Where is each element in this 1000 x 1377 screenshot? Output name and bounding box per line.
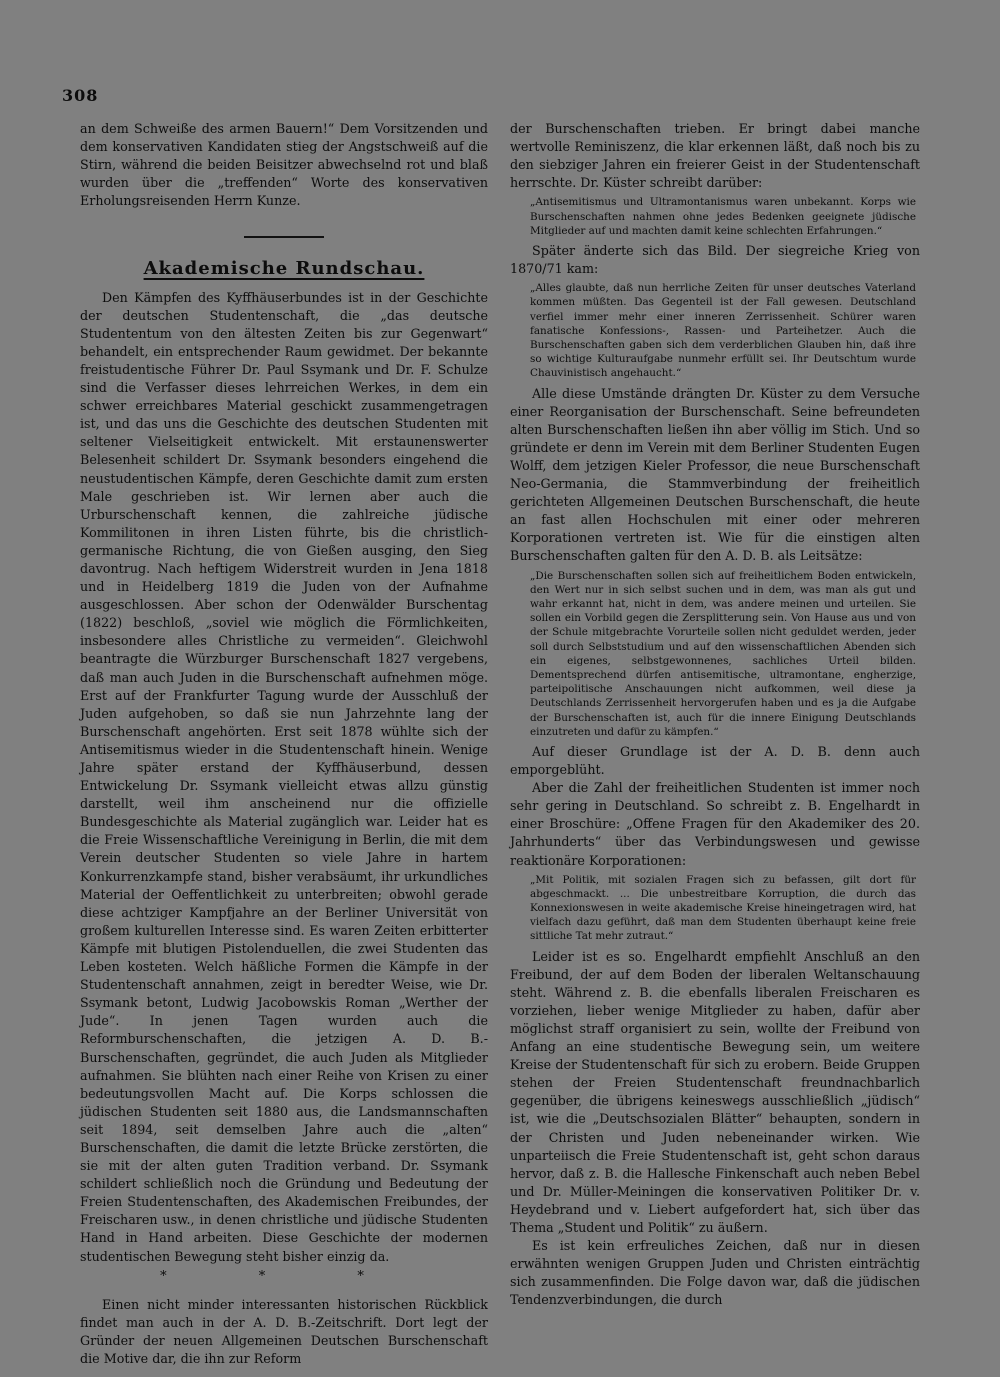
- page-number: 308: [62, 86, 99, 105]
- block-quote: „Antisemitismus und Ultramontanismus waren unbekannt. Korps wie Burschenschaften nahmen ohne jedes Bedenken geeignete jüdische Mitglieder auf und machten damit keine schlechten Erfahrungen.“: [530, 196, 916, 237]
- intro-paragraph: an dem Schweiße des armen Bauern!“ Dem Vorsitzenden und dem konservativen Kandidaten stieg der Angstschweiß auf die Stirn, während die beiden Beisitzer abwechselnd rot und blaß wurden über die „treffenden“ Worte des konservativen Erholungsreisenden Herrn Kunze.: [80, 121, 488, 209]
- asterism-divider: * * *: [160, 1268, 408, 1284]
- article-paragraph: Alle diese Umstände drängten Dr. Küster zu dem Versuche einer Reorganisation der Burschenschaft. Seine befreundeten alten Burschenschaften ließen ihn aber völlig im Stich. Und so gründete er denn im Verein mit dem Berliner Studenten Eugen Wolff, dem jetzigen Kieler Professor, die neue Burschenschaft Neo-Germania, die Stammverbindung der freiheitlich gerichteten Allgemeinen Deutschen Burschenschaft, die heute an fast allen Hochschulen mit einer oder mehreren Korporationen vertreten ist. Wie für die einstigen alten Burschenschaften galten für den A. D. B. als Leitsätze:: [510, 385, 920, 564]
- article-paragraph: der Burschenschaften trieben. Er bringt dabei manche wertvolle Reminiszenz, die klar erkennen läßt, daß noch bis zu den siebziger Jahren ein freierer Geist in der Studentenschaft herrschte. Dr. Küster schreibt darüber:: [510, 121, 920, 191]
- article-paragraph: Aber die Zahl der freiheitlichen Studenten ist immer noch sehr gering in Deutschland. So schreibt z. B. Engelhardt in einer Broschüre: „Offene Fragen für den Akademiker des 20. Jahrhunderts“ über das Verbindungswesen und gewisse reaktionäre Korporationen:: [510, 780, 920, 868]
- article-paragraph: Später änderte sich das Bild. Der siegreiche Krieg von 1870/71 kam:: [510, 242, 920, 277]
- left-column: [80, 120, 488, 1368]
- article-paragraph: Den Kämpfen des Kyffhäuserbundes ist in der Geschichte der deutschen Studentenschaft, die „das deutsche Studententum von den ältesten Zeiten bis zur Gegenwart“ behandelt, ein entsprechender Raum gewidmet. Der bekannte freistudentische Führer Dr. Paul Ssymank und Dr. F. Schulze sind die Verfasser dieses lehrreichen Werkes, in dem ein schwer erreichbares Material geschickt zusammengetragen ist, und das uns die Geschichte des deutschen Studenten mit seltener Vielseitigkeit entwickelt. Mit erstaunenswerter Belesenheit schildert Dr. Ssymank besonders eingehend die neustudentischen Kämpfe, deren Geschichte damit zum ersten Male geschrieben ist. Wir lernen aber auch die Urburschenschaft kennen, die zahlreiche jüdische Kommilitonen in ihren Listen führte, bis die christlich-germanische Richtung, die von Gießen ausging, den Sieg davontrug. Nach heftigem Widerstreit wurden in Jena 1818 und in Heidelberg 1819 die Juden von der Aufnahme ausgeschlossen. Aber schon der Odenwälder Burschentag (1822) beschloß, „soviel wie möglich die Förmlichkeiten, insbesondere alles Christliche zu vermeiden“. Gleichwohl beantragte die Würzburger Burschenschaft 1827 vergebens, daß man auch Juden in die Burschenschaft aufnehmen möge. Erst auf der Frankfurter Tagung wurde der Ausschluß der Juden aufgehoben, so daß sie nun Jahrzehnte lang der Burschenschaft angehörten. Erst seit 1878 wühlte sich der Antisemitismus wieder in die Studentenschaft hinein. Wenige Jahre später erstand der Kyffhäuserbund, dessen Entwickelung Dr. Ssymank vielleicht etwas allzu günstig darstellt, weil ihm anscheinend nur die offizielle Bundesgeschichte als Material zugänglich war. Leider hat es die Freie Wissenschaftliche Vereinigung in Berlin, die mit dem Verein deutscher Studenten so viele Jahre in hartem Konkurrenzkampfe stand, bisher verabsäumt, ihr urkundliches Material der Oeffentlichkeit zu unterbreiten; obwohl gerade diese achtziger Kampfjahre an der Berliner Universität von großem kulturellen Interesse sind. Es waren Zeiten erbitterter Kämpfe mit blutigen Pistolenduellen, die zwei Studenten das Leben kosteten. Welch häßliche Formen die Kämpfe in der Studentenschaft annahmen, zeigt in beredter Weise, wie Dr. Ssymank betont, Ludwig Jacobowskis Roman „Werther der Jude“. In jenen Tagen wurden auch die Reformburschenschaften, die jetzigen A. D. B.-Burschenschaften, gegründet, die auch Juden als Mitglieder aufnahmen. Sie blühten nach einer Reihe von Krisen zu einer bedeutungsvollen Macht auf. Die Korps schlossen die jüdischen Studenten seit 1880 aus, die Landsmannschaften seit 1894, seit demselben Jahre auch die „alten“ Burschenschaften, die damit die letzte Brücke zerstörten, die sie mit der alten guten Tradition verband. Dr. Ssymank schildert schließlich noch die Gründung und Bedeutung der Freien Studentenschaften, des Akademischen Freibundes, der Freischaren usw., in denen christliche und jüdische Studenten Hand in Hand arbeiten. Diese Geschichte der modernen studentischen Bewegung steht bisher einzig da.: [80, 289, 488, 1264]
- block-quote: „Die Burschenschaften sollen sich auf freiheitlichem Boden entwickeln, den Wert nur in sich selbst suchen und in dem, was man als gut und wahr erkannt hat, nicht in dem, was andere meinen und urteilen. Sie sollen ein Vorbild gegen die Zersplitterung sein. Von Hause aus und von der Schule mitgebrachte Vorurteile sollen nicht geduldet werden, jeder soll durch Selbststudium und auf den wissenschaftlichen Abenden sich ein eigenes, selbstgewonnenes, sachliches Urteil bilden. Dementsprechend dürfen antisemitische, ultramontane, engherzige, parteipolitische Anschauungen nicht aufkommen, weil diese ja Deutschlands Zerrissenheit hervorgerufen haben und es ja die Aufgabe der Burschenschaften ist, auch für die innere Einigung Deutschlands einzutreten und dafür zu kämpfen.“: [530, 569, 916, 738]
- article-paragraph: Auf dieser Grundlage ist der A. D. B. denn auch emporgeblüht.: [510, 743, 920, 778]
- block-quote: „Alles glaubte, daß nun herrliche Zeiten für unser deutsches Vaterland kommen müßten. Das Gegenteil ist der Fall gewesen. Deutschland verfiel immer mehr einer inneren Zerrissenheit. Schürer waren fanatische Konfessions-, Rassen- und Parteihetzer. Auch die Burschenschaften gaben sich dem verderblichen Glauben hin, daß ihre so wichtige Kulturaufgabe nunmehr erfüllt sei. Ihr Deutschtum wurde Chauvinistisch angehaucht.“: [530, 282, 916, 380]
- block-quote: „Mit Politik, mit sozialen Fragen sich zu befassen, gilt dort für abgeschmackt. ... Die unbestreitbare Korruption, die durch das Konnexionswesen in weite akademische Kreise hineingetragen wird, hat vielfach dazu geführt, daß man dem Studenten überhaupt keine freie sittliche Tat mehr zutraut.“: [530, 873, 916, 943]
- article-paragraph: Einen nicht minder interessanten historischen Rückblick findet man auch in der A. D. B.-Zeitschrift. Dort legt der Gründer der neuen Allgemeinen Deutschen Burschenschaft die Motive dar, die ihn zur Reform: [80, 1296, 488, 1366]
- section-divider: [244, 236, 324, 238]
- section-heading: Akademische Rundschau.: [143, 258, 425, 280]
- article-paragraph: Es ist kein erfreuliches Zeichen, daß nur in diesen erwähnten wenigen Gruppen Juden und Christen einträchtig sich zusammenfinden. Die Folge davon war, daß die jüdischen Tendenzverbindungen, die durch: [510, 1238, 920, 1308]
- right-column: [510, 120, 920, 1310]
- article-paragraph: Leider ist es so. Engelhardt empfiehlt Anschluß an den Freibund, der auf dem Boden der liberalen Weltanschauung steht. Während z. B. die ebenfalls liberalen Freischaren es vorziehen, lieber wenige Mitglieder zu haben, dafür aber möglichst straff organisiert zu sein, wollte der Freibund von Anfang an eine studentische Bewegung sein, um weitere Kreise der Studentenschaft für sich zu erobern. Beide Gruppen stehen der Freien Studentenschaft freundnachbarlich gegenüber, die übrigens keineswegs ausschließlich „jüdisch“ ist, wie die „Deutschsozialen Blätter“ behaupten, sondern in der Christen und Juden nebeneinander wirken. Wie unparteiisch die Freie Studentenschaft ist, geht schon daraus hervor, daß z. B. die Hallesche Finkenschaft auch neben Bebel und Dr. Müller-Meiningen die konservativen Politiker Dr. v. Heydebrand und v. Liebert aufgefordert hat, sich über das Thema „Student und Politik“ zu äußern.: [510, 948, 920, 1236]
